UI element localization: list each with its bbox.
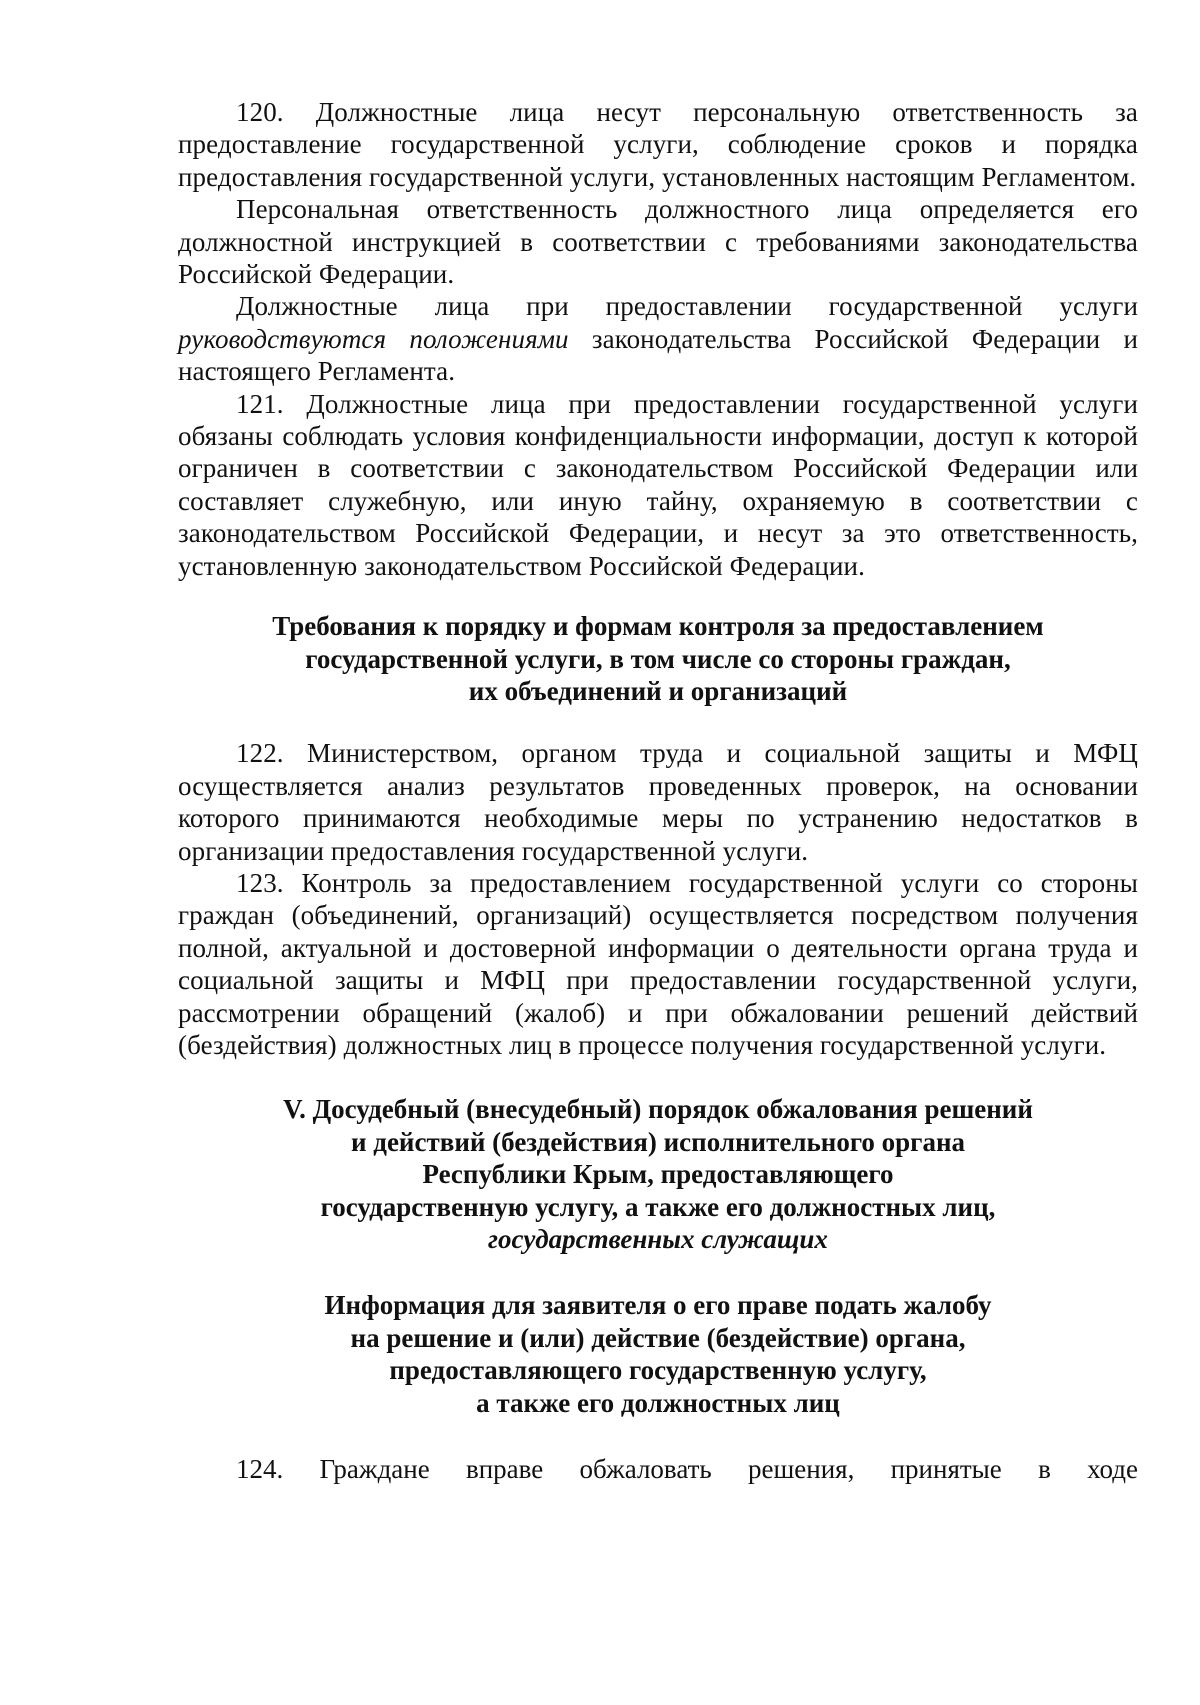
- paragraph-120-guidance-italic: руководствуются положениями: [178, 323, 569, 354]
- heading-line: их объединений и организаций: [468, 675, 848, 706]
- paragraph-120-responsibility: Персональная ответственность должностного лица определяется его должностной инструкцией в соответствии с требованиями законодательства Российской Федерации.: [178, 194, 1138, 290]
- paragraph-120: 120. Должностные лица несут персональную ответственность за предоставление государственной услуги, соблюдение сроков и порядка предоставления государственной услуги, установленных настоящим Регламентом.: [178, 97, 1138, 192]
- heading-line: государственной услуги, в том числе со стороны граждан,: [305, 643, 1011, 674]
- paragraph-120-guidance-end: законодательства Российской Федерации и настоящего Регламента.: [178, 323, 1138, 387]
- word: обжаловать: [579, 1454, 712, 1485]
- heading-line: государственную услугу, а также его должностных лиц,: [320, 1191, 996, 1222]
- paragraph-123: 123. Контроль за предоставлением государственной услуги со стороны граждан (объединений, организаций) осуществляется посредством получения полной, актуальной и достоверной информации о деятельности органа труда и социальной защиты и МФЦ при предоставлении государственной услуги, рассмотрении обращений (жалоб) и при обжаловании решений действий (бездействия) должностных лиц в процессе получения государственной услуги.: [178, 867, 1138, 1060]
- word: в: [1038, 1454, 1051, 1485]
- paragraph-120-guidance: [178, 290, 1138, 387]
- heading-line: V. Досудебный (внесудебный) порядок обжалования решений: [283, 1094, 1033, 1125]
- word: принятые: [890, 1454, 1002, 1485]
- document-page: [178, 96, 1138, 1485]
- paragraph-122: 122. Министерством, органом труда и социальной защиты и МФЦ осуществляется анализ результатов проведенных проверок, на основании которого принимаются необходимые меры по устранению недостатков в организации предоставления государственной услуги.: [178, 738, 1138, 866]
- heading-section-5: [178, 1093, 1138, 1255]
- heading-line: предоставляющего государственную услугу,: [389, 1355, 927, 1386]
- paragraph-124: [178, 1453, 1138, 1485]
- heading-line: а также его должностных лиц: [476, 1387, 840, 1418]
- heading-line: и действий (бездействия) исполнительного органа: [350, 1126, 965, 1157]
- word: Граждане: [319, 1454, 430, 1485]
- heading-line: государственных служащих: [488, 1224, 828, 1254]
- word: вправе: [465, 1454, 544, 1485]
- word: решения,: [748, 1454, 855, 1485]
- paragraph-120-guidance-start: Должностные лица при предоставлении государственной услуги: [236, 291, 1138, 322]
- heading-line: на решение и (или) действие (бездействие) органа,: [350, 1322, 966, 1353]
- heading-control-requirements: [178, 610, 1138, 707]
- heading-line: Требования к порядку и формам контроля за предоставлением: [272, 611, 1044, 642]
- heading-line: Информация для заявителя о его праве подать жалобу: [324, 1290, 992, 1321]
- heading-complaint-info: [178, 1289, 1138, 1419]
- word: 124.: [236, 1454, 284, 1485]
- heading-line: Республики Крым, предоставляющего: [422, 1159, 894, 1190]
- word: ходе: [1087, 1454, 1138, 1485]
- paragraph-121: 121. Должностные лица при предоставлении государственной услуги обязаны соблюдать условия конфиденциальности информации, доступ к которой ограничен в соответствии с законодательством Российской Федерации или составляет служебную, или иную тайну, охраняемую в соответствии с законодательством Российской Федерации, и несут за это ответственность, установленную законодательством Российской Федерации.: [178, 388, 1138, 581]
